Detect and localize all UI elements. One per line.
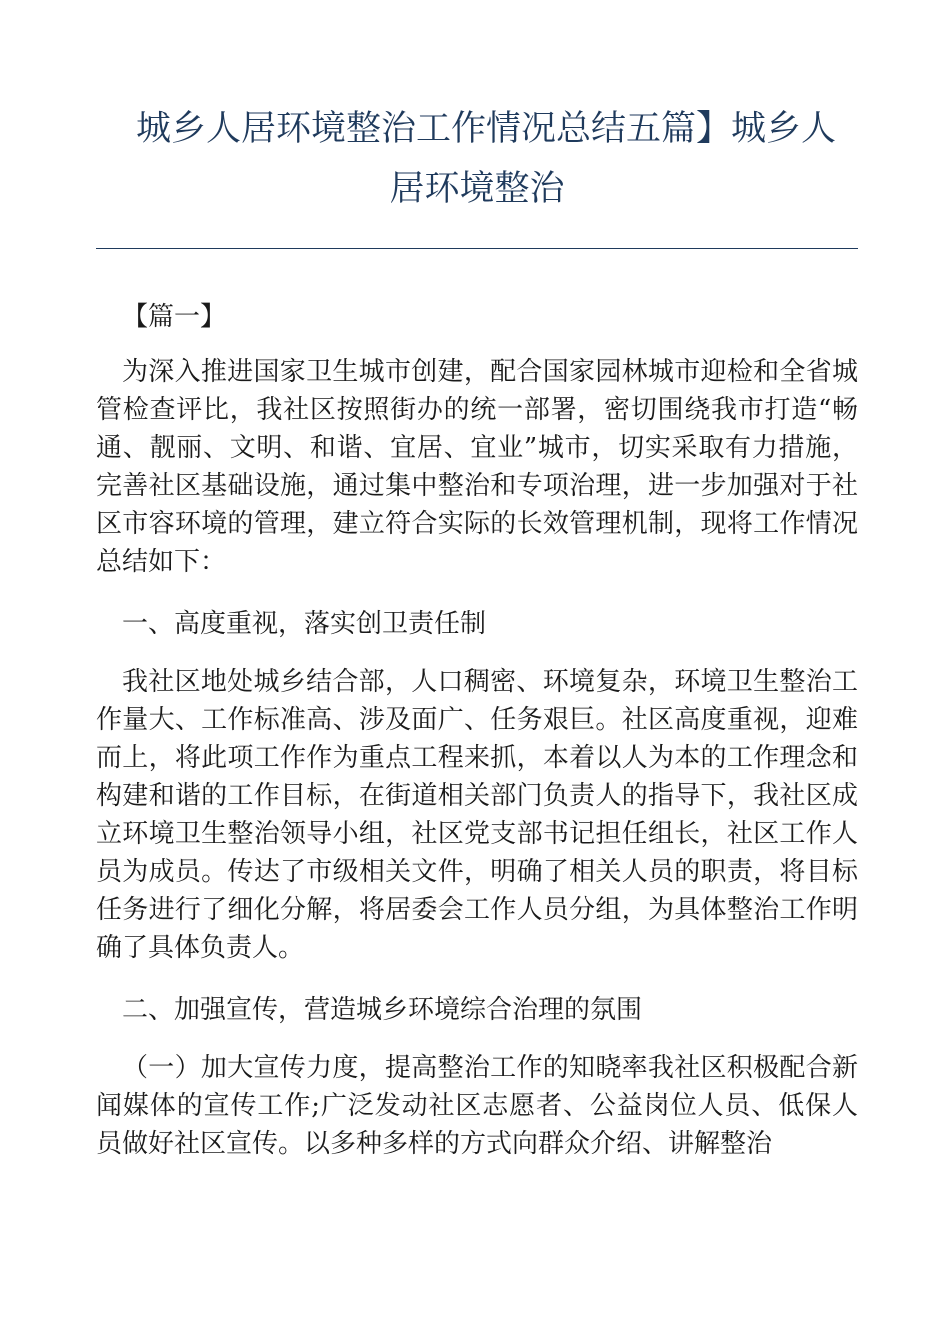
title-underline	[96, 248, 858, 249]
section-heading-2: 二、加强宣传，营造城乡环境综合治理的氛围	[122, 995, 643, 1025]
document-title	[96, 105, 858, 213]
document-body	[96, 298, 858, 1163]
section-label: 【篇一】	[122, 302, 227, 332]
section-heading-1: 一、高度重视，落实创卫责任制	[122, 609, 487, 639]
title-line-2: 居环境整治	[389, 169, 565, 209]
title-line-1: 城乡人居环境整治工作情况总结五篇】城乡人	[136, 109, 837, 149]
paragraph-2: （一）加大宣传力度，提高整治工作的知晓率我社区积极配合新闻媒体的宣传工作;广泛发动社区志愿者、公益岗位人员、低保人员做好社区宣传。以多种多样的方式向群众介绍、讲解整治	[96, 1053, 858, 1159]
intro-paragraph: 为深入推进国家卫生城市创建，配合国家园林城市迎检和全省城管检查评比，我社区按照街办的统一部署，密切围绕我市打造“畅通、靓丽、文明、和谐、宜居、宜业”城市，切实采取有力措施，完善社区基础设施，通过集中整治和专项治理，进一步加强对于社区市容环境的管理，建立符合实际的长效管理机制，现将工作情况总结如下：	[96, 357, 858, 577]
paragraph-1: 我社区地处城乡结合部，人口稠密、环境复杂，环境卫生整治工作量大、工作标准高、涉及面广、任务艰巨。社区高度重视，迎难而上，将此项工作作为重点工程来抓，本着以人为本的工作理念和构建和谐的工作目标，在街道相关部门负责人的指导下，我社区成立环境卫生整治领导小组，社区党支部书记担任组长，社区工作人员为成员。传达了市级相关文件，明确了相关人员的职责，将目标任务进行了细化分解，将居委会工作人员分组，为具体整治工作明确了具体负责人。	[96, 667, 858, 963]
